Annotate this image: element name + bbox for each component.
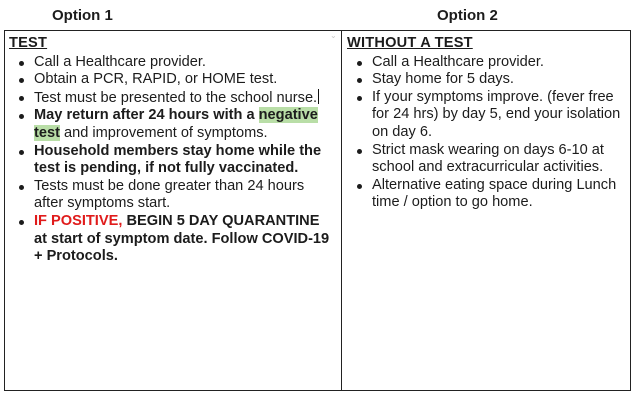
option-1-header: Option 1 [52, 7, 113, 24]
list-item [347, 54, 627, 72]
list-item [9, 71, 335, 89]
list-item-text-bold: May return after 24 hours with a [34, 107, 259, 124]
list-item-text: Call a Healthcare provider. [34, 53, 206, 70]
list-item [9, 54, 335, 72]
options-table [4, 30, 631, 391]
text-cursor [318, 89, 319, 104]
list-item-text: Strict mask wearing on days 6-10 at school and extracurricular activities. [372, 141, 604, 176]
list-item-text: Tests must be done greater than 24 hours after symptoms start. [34, 177, 305, 212]
list-item-text: Obtain a PCR, RAPID, or HOME test. [34, 71, 278, 88]
negative-test-highlight: negative test [34, 107, 318, 141]
cell-resize-handle-icon: ⌄ [330, 31, 337, 40]
list-item-text: If your symptoms improve. (fever free for 24 hrs) by day 5, end your isolation on day 6. [372, 88, 621, 140]
if-positive-alert: IF POSITIVE, [34, 212, 123, 229]
list-item-text: Household members stay home while the test is pending, if not fully vaccinated. [34, 142, 322, 177]
list-item [9, 89, 335, 108]
option-2-cell[interactable] [347, 35, 627, 212]
list-item [9, 178, 335, 213]
list-item-text: and improvement of symptoms. [59, 124, 268, 141]
option-2-header: Option 2 [437, 7, 498, 24]
list-item [9, 143, 335, 178]
column-divider [341, 31, 342, 390]
list-item-text: BEGIN 5 DAY QUARANTINE at start of symptom date. Follow COVID-19 + Protocols. [34, 212, 330, 265]
without-test-list [347, 54, 627, 212]
list-item-text: Stay home for 5 days. [372, 71, 514, 88]
list-item-text: Call a Healthcare provider. [372, 53, 544, 70]
list-item [347, 142, 627, 177]
list-item [9, 213, 335, 266]
column-headers [0, 7, 635, 29]
test-title: TEST [9, 35, 48, 51]
list-item [347, 177, 627, 212]
list-item [9, 107, 335, 142]
test-list [9, 54, 335, 266]
list-item [347, 89, 627, 142]
option-1-cell[interactable] [9, 35, 335, 266]
list-item [347, 71, 627, 89]
without-test-title: WITHOUT A TEST [347, 35, 473, 51]
list-item-text: Test must be presented to the school nurse. [34, 89, 318, 106]
list-item-text: Alternative eating space during Lunch time / option to go home. [372, 176, 617, 211]
